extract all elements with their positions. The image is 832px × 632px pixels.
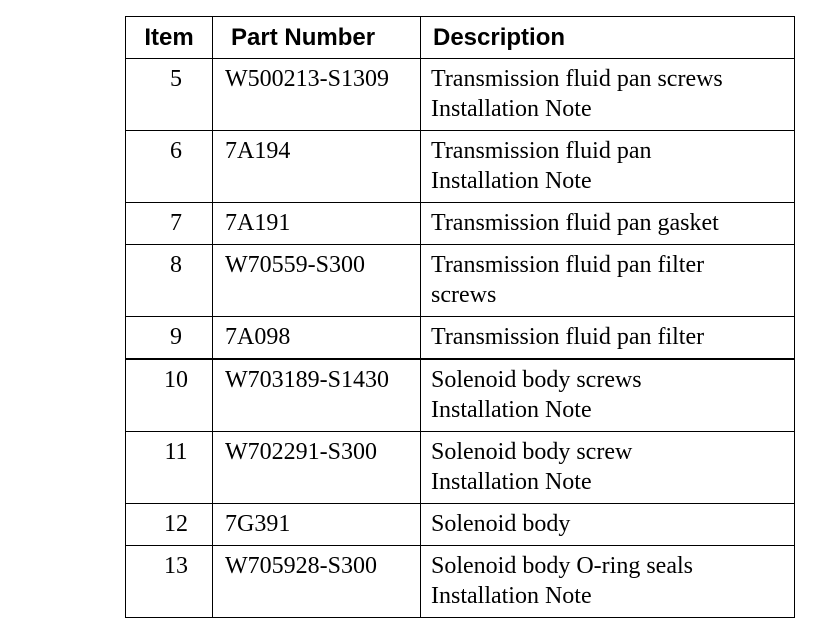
part-number-cell: 7G391 [213, 504, 421, 546]
part-number-cell: W705928-S300 [213, 546, 421, 618]
installation-note: Installation Note [431, 397, 592, 423]
description-cell [421, 546, 795, 618]
table-row [126, 203, 795, 245]
item-cell: 12 [126, 504, 213, 546]
description-cell [421, 245, 795, 317]
table-row [126, 504, 795, 546]
table-row [126, 432, 795, 504]
table-row [126, 131, 795, 203]
description-cell [421, 203, 795, 245]
description-cell [421, 504, 795, 546]
header-part-number: Part Number [213, 17, 421, 59]
item-cell: 11 [126, 432, 213, 504]
part-number-cell: W703189-S1430 [213, 359, 421, 432]
table-row [126, 359, 795, 432]
item-cell: 9 [126, 317, 213, 360]
description-cell [421, 59, 795, 131]
part-number-cell: 7A194 [213, 131, 421, 203]
installation-note: Installation Note [431, 469, 592, 495]
installation-note: Installation Note [431, 168, 592, 194]
part-number-cell: 7A191 [213, 203, 421, 245]
table-body [126, 59, 795, 618]
description-line: Transmission fluid pan [431, 138, 652, 164]
part-number-cell: W500213-S1309 [213, 59, 421, 131]
description-line: Transmission fluid pan screws [431, 66, 723, 92]
description-line: Solenoid body [431, 511, 571, 537]
table-row [126, 546, 795, 618]
item-cell: 8 [126, 245, 213, 317]
description-line: screws [431, 282, 497, 308]
item-cell: 13 [126, 546, 213, 618]
description-cell [421, 131, 795, 203]
description-line: Solenoid body screw [431, 439, 633, 465]
item-cell: 6 [126, 131, 213, 203]
installation-note: Installation Note [431, 96, 592, 122]
description-line: Transmission fluid pan gasket [431, 210, 719, 236]
part-number-cell: W70559-S300 [213, 245, 421, 317]
table-row [126, 245, 795, 317]
installation-note: Installation Note [431, 583, 592, 609]
description-cell [421, 317, 795, 360]
description-line: Transmission fluid pan filter [431, 324, 705, 350]
description-line: Transmission fluid pan filter [431, 252, 705, 278]
parts-table [125, 16, 795, 618]
description-cell [421, 359, 795, 432]
header-description: Description [421, 17, 795, 59]
description-line: Solenoid body screws [431, 367, 642, 393]
item-cell: 10 [126, 359, 213, 432]
table-row [126, 317, 795, 360]
part-number-cell: 7A098 [213, 317, 421, 360]
description-cell [421, 432, 795, 504]
part-number-cell: W702291-S300 [213, 432, 421, 504]
table-header-row [126, 17, 795, 59]
item-cell: 5 [126, 59, 213, 131]
header-item: Item [126, 17, 213, 59]
description-line: Solenoid body O-ring seals [431, 553, 693, 579]
table-row [126, 59, 795, 131]
item-cell: 7 [126, 203, 213, 245]
